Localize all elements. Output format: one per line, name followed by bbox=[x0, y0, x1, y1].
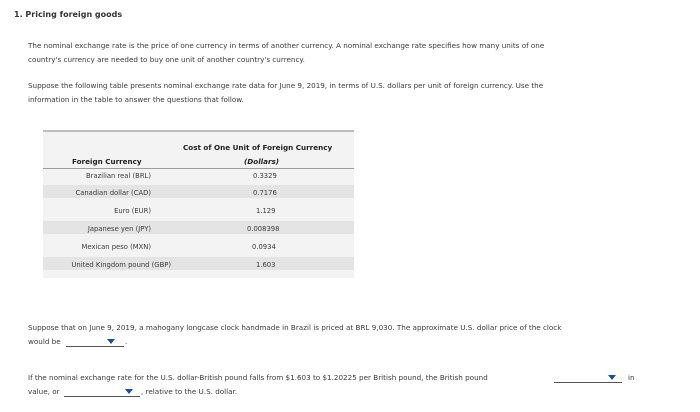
table-cell-currency: Japanese yen (JPY) bbox=[87, 225, 151, 233]
exchange-rate-table bbox=[43, 130, 354, 278]
q2-line1-suffix: in bbox=[628, 373, 635, 382]
table-cell-value: 0.008398 bbox=[247, 225, 280, 233]
clock-price-dropdown[interactable] bbox=[66, 337, 124, 347]
table-top-rule bbox=[43, 130, 354, 132]
chevron-down-icon[interactable] bbox=[608, 375, 616, 380]
table-cell-currency: Mexican peso (MXN) bbox=[81, 243, 151, 251]
intro-line-1: The nominal exchange rate is the price of one currency in terms of another currency. A nominal exchange rate specifies how many units of one bbox=[28, 41, 545, 50]
question-title: 1. Pricing foreign goods bbox=[14, 10, 123, 19]
table-cell-currency: Canadian dollar (CAD) bbox=[75, 189, 151, 197]
chevron-down-icon[interactable] bbox=[107, 339, 115, 344]
table-cell-currency: Euro (EUR) bbox=[114, 207, 151, 215]
intro-line-2: country's currency are needed to buy one unit of another country's currency. bbox=[28, 55, 305, 64]
table-cell-currency: United Kingdom pound (GBP) bbox=[71, 261, 171, 269]
header-rule bbox=[43, 168, 354, 169]
table-cell-value: 0.3329 bbox=[253, 172, 277, 180]
q1-line-1: Suppose that on June 9, 2019, a mahogany longcase clock handmade in Brazil is priced at BRL 9,030. The approximate U.S. dollar price of the clock bbox=[28, 323, 562, 332]
table-cell-value: 0.0934 bbox=[252, 243, 276, 251]
setup-line-1: Suppose the following table presents nominal exchange rate data for June 9, 2019, in terms of U.S. dollars per unit of foreign currency. Use the bbox=[28, 81, 544, 90]
q2-prefix: value, or bbox=[28, 387, 60, 396]
q1-suffix: . bbox=[125, 337, 128, 346]
setup-line-2: information in the table to answer the questions that follow. bbox=[28, 95, 244, 104]
table-cell-value: 0.7176 bbox=[253, 189, 277, 197]
chevron-down-icon[interactable] bbox=[125, 389, 133, 394]
table-cell-currency: Brazilian real (BRL) bbox=[85, 172, 151, 180]
q1-prefix: would be bbox=[28, 337, 61, 346]
table-cell-value: 1.129 bbox=[256, 207, 276, 215]
col2-header-line2: (Dollars) bbox=[244, 157, 280, 166]
table-cell-value: 1.603 bbox=[256, 261, 276, 269]
col2-header-line1: Cost of One Unit of Foreign Currency bbox=[183, 143, 333, 152]
q2-line-1: If the nominal exchange rate for the U.S. dollar-British pound falls from $1.603 to $1.20225 per British pound, the British pound bbox=[28, 373, 488, 382]
col1-header: Foreign Currency bbox=[72, 157, 142, 166]
q2-suffix: , relative to the U.S. dollar. bbox=[141, 387, 238, 396]
